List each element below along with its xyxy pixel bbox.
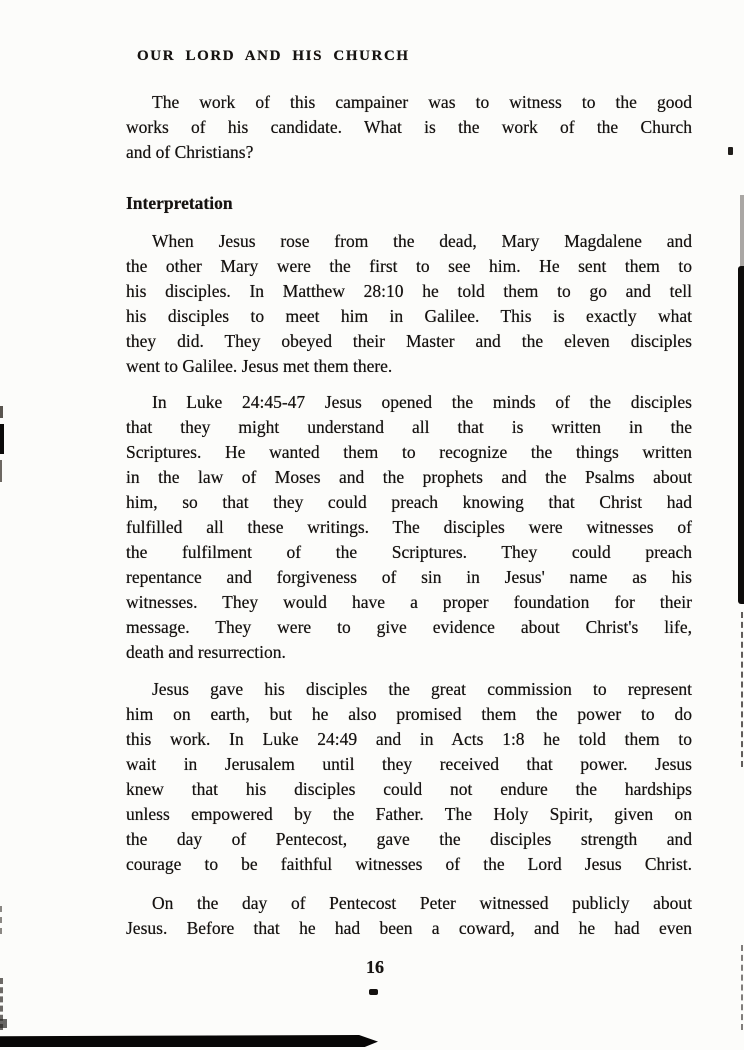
text-line: works of his candidate. What is the work of the Church (126, 117, 692, 137)
text-line: witnesses. They would have a proper foundation for their (126, 592, 692, 612)
text-line: Jesus gave his disciples the great commission to represent (152, 679, 692, 699)
text-line: and of Christians? (126, 142, 254, 162)
scan-artifact-speck (0, 1019, 7, 1028)
text-line: in the law of Moses and the prophets and the Psalms about (126, 467, 692, 487)
scan-artifact-right-dashes (741, 612, 743, 767)
text-line: fulfilled all these writings. The disciples were witnesses of (126, 517, 692, 537)
text-line: message. They were to give evidence about Christ's life, (126, 617, 692, 637)
text-line: Jesus. Before that he had been a coward, and he had even (126, 918, 692, 938)
scan-artifact-bottom-bar (0, 1035, 378, 1047)
page-number: 16 (366, 957, 384, 977)
scan-artifact-speck (369, 989, 378, 995)
text-line: death and resurrection. (126, 642, 286, 662)
paragraph (126, 677, 692, 877)
paragraph (126, 229, 692, 379)
text-line: The work of this campainer was to witness to the good (152, 92, 692, 112)
paragraph (126, 891, 692, 941)
text-line: they did. They obeyed their Master and the eleven disciples (126, 331, 692, 351)
text-line: the fulfilment of the Scriptures. They could preach (126, 542, 692, 562)
running-header: OUR LORD AND HIS CHURCH (137, 48, 410, 64)
text-line: wait in Jerusalem until they received that power. Jesus (126, 754, 692, 774)
text-line: the day of Pentecost, gave the disciples strength and (126, 829, 692, 849)
text-line: this work. In Luke 24:49 and in Acts 1:8 he told them to (126, 729, 692, 749)
text-line: On the day of Pentecost Peter witnessed publicly about (152, 893, 692, 913)
text-line: In Luke 24:45-47 Jesus opened the minds of the disciples (152, 392, 692, 412)
text-line: repentance and forgiveness of sin in Jesus' name as his (126, 567, 692, 587)
text-line: When Jesus rose from the dead, Mary Magdalene and (152, 231, 692, 251)
text-line: knew that his disciples could not endure the hardships (126, 779, 692, 799)
text-line: that they might understand all that is written in the (126, 417, 692, 437)
scan-artifact-right-dashes (741, 945, 743, 1030)
scan-artifact-left-dash (0, 424, 4, 454)
text-line: courage to be faithful witnesses of the Lord Jesus Christ. (126, 854, 692, 874)
scan-artifact-left-dash (0, 978, 3, 1030)
text-line: him on earth, but he also promised them the power to do (126, 704, 692, 724)
scan-artifact-right-strip-faint (740, 195, 744, 269)
paragraph (126, 390, 692, 665)
scan-artifact-speck (728, 147, 733, 155)
scan-artifact-left-dash (0, 906, 2, 934)
text-line: him, so that they could preach knowing that Christ had (126, 492, 692, 512)
text-line: unless empowered by the Father. The Holy Spirit, given on (126, 804, 692, 824)
paragraph (126, 90, 692, 165)
text-line: Scriptures. He wanted them to recognize the things written (126, 442, 692, 462)
text-line: the other Mary were the first to see him. He sent them to (126, 256, 692, 276)
scan-artifact-right-strip (738, 266, 744, 604)
scan-artifact-left-dash (0, 406, 3, 418)
scan-artifact-left-dash (0, 460, 2, 482)
text-line: went to Galilee. Jesus met them there. (126, 356, 393, 376)
section-heading: Interpretation (126, 193, 233, 213)
text-line: his disciples to meet him in Galilee. This is exactly what (126, 306, 692, 326)
text-line: his disciples. In Matthew 28:10 he told them to go and tell (126, 281, 692, 301)
